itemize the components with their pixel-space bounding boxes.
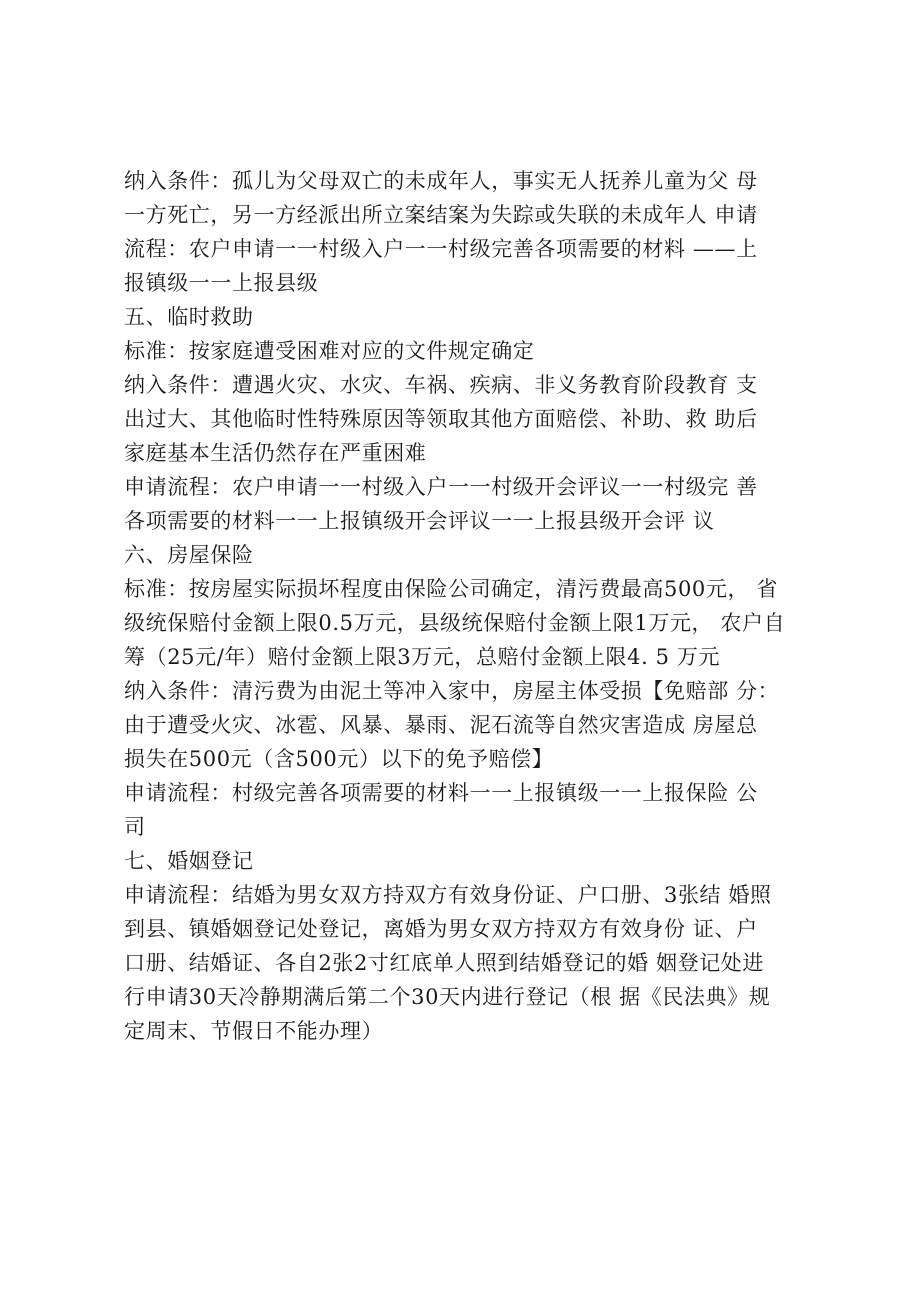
text-line: 定周末、节假日不能办理） — [124, 1019, 384, 1043]
text-line: 标准：按家庭遭受困难对应的文件规定确定 — [124, 339, 535, 363]
text-line: 到县、镇婚姻登记处登记，离婚为男女双方持双方有效身份 证、户 — [124, 917, 758, 941]
text-line: 行申请30天冷静期满后第二个30天内进行登记（根 据《民法典》规 — [124, 985, 771, 1009]
text-line: 申请流程：结婚为男女双方持双方有效身份证、户口册、3张结 婚照 — [124, 883, 772, 907]
text-line: 筹（25元/年）赔付金额上限3万元，总赔付金额上限4. 5 万元 — [124, 645, 721, 669]
text-line: 一方死亡，另一方经派出所立案结案为失踪或失联的未成年人 申请 — [124, 203, 758, 227]
section-heading: 五、临时救助 — [124, 305, 254, 329]
text-line: 流程：农户申请一一村级入户一一村级完善各项需要的材料 ——上 — [124, 237, 758, 261]
text-line: 损失在500元（含500元）以下的免予赔偿】 — [124, 747, 554, 771]
text-line: 纳入条件：遭遇火灾、水灾、车祸、疾病、非义务教育阶段教育 支 — [124, 373, 758, 397]
text-line: 标准：按房屋实际损坏程度由保险公司确定，清污费最高500元， 省 — [124, 577, 778, 601]
text-line: 申请流程：农户申请一一村级入户一一村级开会评议一一村级完 善 — [124, 475, 758, 499]
document-body — [124, 164, 814, 1048]
text-line: 纳入条件：孤儿为父母双亡的未成年人，事实无人抚养儿童为父 母 — [124, 169, 758, 193]
text-line: 口册、结婚证、各自2张2寸红底单人照到结婚登记的婚 姻登记处进 — [124, 951, 764, 975]
text-line: 纳入条件：清污费为由泥土等冲入家中，房屋主体受损【免赔部 分： — [124, 679, 780, 703]
text-line: 报镇级一一上报县级 — [124, 271, 319, 295]
text-line: 出过大、其他临时性特殊原因等领取其他方面赔偿、补助、救 助后 — [124, 407, 758, 431]
section-heading: 七、婚姻登记 — [124, 849, 254, 873]
text-line: 由于遭受火灾、冰雹、风暴、暴雨、泥石流等自然灾害造成 房屋总 — [124, 713, 758, 737]
text-line: 家庭基本生活仍然存在严重困难 — [124, 441, 427, 465]
text-line: 司 — [124, 815, 146, 839]
text-line: 各项需要的材料一一上报镇级开会评议一一上报县级开会评 议 — [124, 509, 715, 533]
section-heading: 六、房屋保险 — [124, 543, 254, 567]
text-line: 申请流程：村级完善各项需要的材料一一上报镇级一一上报保险 公 — [124, 781, 758, 805]
text-line: 级统保赔付金额上限0.5万元，县级统保赔付金额上限1万元， 农户自 — [124, 611, 786, 635]
